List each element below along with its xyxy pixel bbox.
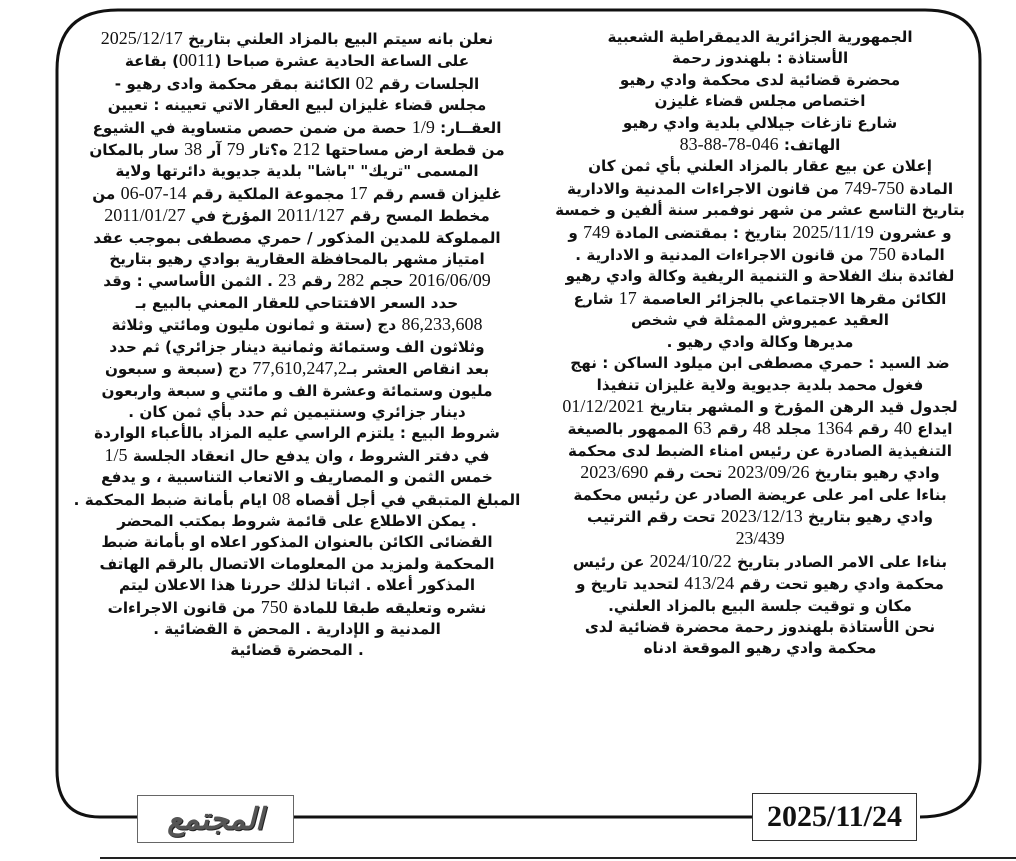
logo-calligraphy: المجتمع <box>167 801 264 837</box>
text-line: من قطعة ارض مساحتها 212 ه؟تار 79 آر 38 سار بالمكان <box>89 139 505 160</box>
text-line: بعد انقاص العشر بـ77,610,247,2 دج (سبعة و سبعون <box>104 358 490 379</box>
text-line: الكائن مقرها الاجتماعي بالجزائر العاصمة 17 شارع <box>573 287 947 308</box>
text-line: ايداع 40 رقم 1364 مجلد 48 رقم 63 الممهور بالصيغة <box>567 418 953 439</box>
text-line: وادي رهيو بتاريخ 2023/12/13 تحت رقم الترتيب <box>587 505 933 526</box>
text-line: وادي رهيو بتاريخ 2023/09/26 تحت رقم 2023/690 <box>580 462 940 483</box>
text-line: 86,233,608 دج (ستة و ثمانون مليون ومائتي وثلاثة <box>111 314 483 335</box>
publication-date-box <box>752 793 917 841</box>
text-line: على الساعة الحادية عشرة صباحا (0011) بقاعة <box>124 50 470 71</box>
text-line: امتياز مشهر بالمحافظة العقارية بوادي رهيو بتاريخ <box>109 250 485 269</box>
text-line: بناءا على الامر الصادر بتاريخ 2024/10/22 عن رئيس <box>572 550 948 571</box>
text-line: و عشرون 2025/11/19 بتاريخ : بمقتضى المادة 749 و <box>568 221 952 242</box>
text-line: في دفتر الشروط ، وان يدفع حال انعقاد الجلسة 1/5 <box>104 444 490 465</box>
text-line: المحكمة ولمزيد من المعلومات الاتصال بالرقم الهاتف <box>99 554 495 573</box>
text-line: المبلغ المتبقي في أجل أقصاه 08 ايام بأمانة ضبط المحكمة . <box>73 488 521 509</box>
text-line: حدد السعر الافتتاحي للعقار المعني بالبيع بـ <box>135 293 459 312</box>
text-line: غليزان قسم رقم 17 مجموعة الملكية رقم 06-07-14 من <box>92 182 502 203</box>
text-line: . المحضرة قضائية <box>230 641 364 660</box>
text-line: العقيد عميروش الممثلة في شخص <box>631 311 889 330</box>
text-line: . يمكن الاطلاع على قائمة شروط بمكتب المحضر <box>117 511 477 530</box>
text-line: اختصاص مجلس قضاء غليزن <box>654 92 866 111</box>
text-line: نحن الأستاذة بلهندوز رحمة محضرة قضائية لدى <box>584 617 936 636</box>
text-line: محكمة وادي رهيو الموقعة ادناه <box>643 639 877 658</box>
text-line: إعلان عن بيع عقار بالمزاد العلني بأي ثمن كان <box>588 157 932 176</box>
text-line: الجمهورية الجزائرية الديمقراطية الشعبية <box>607 28 913 46</box>
text-line: الهاتف: 83-88-78-046 <box>679 134 841 155</box>
text-line: القضائى الكائن بالعنوان المذكور اعلاه او بأمانة ضبط <box>101 533 493 552</box>
text-line: نشره وتعليقه طبقا للمادة 750 من قانون الاجراءات <box>107 596 487 617</box>
text-line: بناءا على امر على عريضة الصادر عن رئيس محكمة <box>573 485 947 504</box>
text-line: التنفيذية الصادرة عن رئيس امناء الضبط لدى محكمة <box>568 441 952 460</box>
left-column-text <box>62 28 532 662</box>
text-line: نعلن بانه سيتم البيع بالمزاد العلني بتاريخ 2025/12/17 <box>100 28 494 48</box>
text-line: فغول محمد بلدية جديوية ولاية غليزان تنفيذا <box>596 375 924 394</box>
text-line: المادة 750 من قانون الاجراءات المدنية و الادارية . <box>575 244 945 265</box>
text-line: المادة 749-750 من قانون الاجراءات المدنية والادارية <box>566 177 954 198</box>
right-column-text <box>540 27 980 660</box>
text-line: مديرها وكالة وادي رهيو . <box>666 332 854 351</box>
newspaper-logo <box>137 795 294 843</box>
text-line: شروط البيع : يلتزم الراسي عليه المزاد بالأعباء الواردة <box>94 424 500 443</box>
text-line: المذكور أعلاه . اثباتا لذلك حررنا هذا الاعلان ليتم <box>118 576 476 595</box>
text-line: لجدول قيد الرهن المؤرخ و المشهر بتاريخ 01/12/2021 <box>562 395 958 416</box>
text-line: محضرة قضائية لدى محكمة وادي رهيو <box>619 70 901 89</box>
text-line: الأستاذة : بلهندوز رحمة <box>671 49 849 68</box>
text-line: بتاريخ التاسع عشر من شهر نوفمبر سنة ألفين و خمسة <box>555 201 965 220</box>
text-line: مليون وستمائة وعشرة الف و مائتي و سبعة واربعون <box>101 381 493 400</box>
text-line: خمس الثمن و المصاريف و الاتعاب التناسبية ، و يدفع <box>101 468 493 487</box>
text-line: محكمة وادي رهيو تحت رقم 413/24 لتحديد تاريخ و <box>576 573 944 594</box>
text-line: دينار جزائري وسنتيمين ثم حدد بأي ثمن كان . <box>128 402 466 421</box>
text-line: المدنية و الإدارية . المحض ة القضائية . <box>153 619 441 638</box>
text-line: المملوكة للمدين المذكور / حمري مصطفى بموجب عقد <box>93 228 501 247</box>
text-line: 2016/06/09 حجم 282 رقم 23 . الثمن الأساسي : وقد <box>103 270 491 291</box>
text-line: وثلاثون الف وستمائة وثمانية دينار جزائري) ثم حدد <box>109 337 485 356</box>
text-line: مجلس قضاء غليزان لبيع العقار الاتي تعيينه : تعيين <box>107 96 487 115</box>
publication-date: 2025/11/24 <box>766 800 902 833</box>
text-line: الجلسات رقم 02 الكائنة بمقر محكمة وادى رهيو - <box>114 72 480 93</box>
text-line: مخطط المسح رقم 2011/127 المؤرخ في 2011/01/27 <box>104 205 490 226</box>
text-line: العقــار: 1/9 حصة من ضمن حصص متساوية في الشيوع <box>92 116 502 137</box>
text-line: 23/439 <box>735 528 785 549</box>
text-line: شارع تازغات جيلالي بلدية وادي رهيو <box>622 113 898 132</box>
text-line: المسمى "تريك" "باشا" بلدية جديوية دائرتها ولاية <box>115 162 479 181</box>
text-line: لفائدة بنك الفلاحة و التنمية الريفية وكالة وادي رهيو <box>565 267 955 286</box>
text-line: ضد السيد : حمري مصطفى ابن ميلود الساكن : نهج <box>570 354 950 373</box>
text-line: مكان و توقيت جلسة البيع بالمزاد العلني. <box>608 596 912 615</box>
